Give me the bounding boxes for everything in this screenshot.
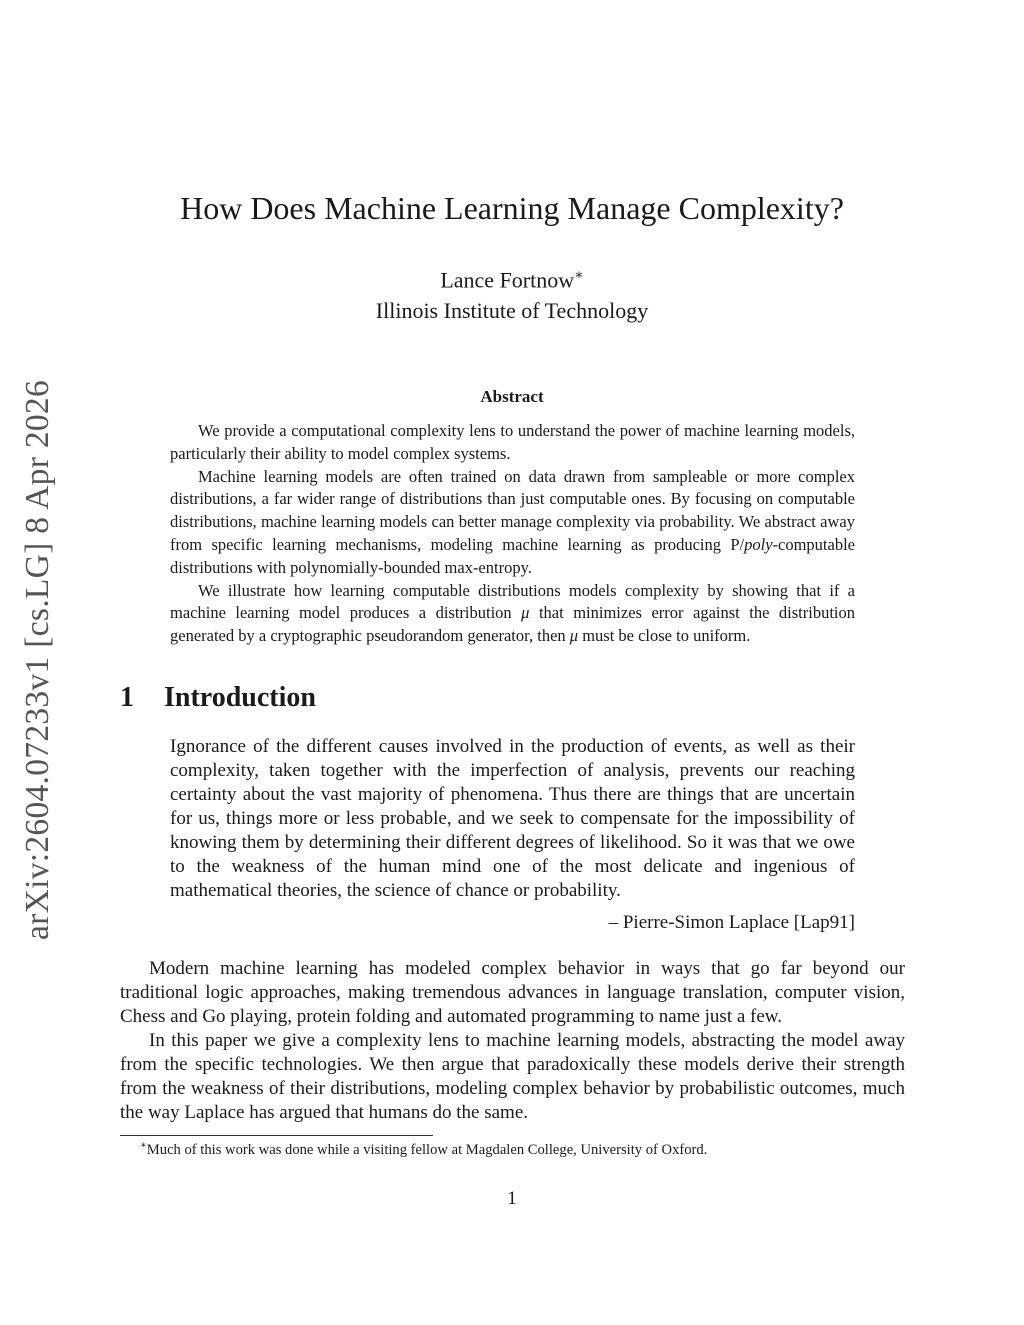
abstract-p3-text-a: We illustrate how learning computable distributions models complexity by showing that if a machine learning model produces a distribution: [170, 580, 855, 623]
author-footnote-mark: ∗: [574, 268, 584, 283]
abstract-p3-text-b: that minimizes error against the distribution generated by a cryptographic pseudorandom generator, then: [170, 603, 855, 646]
abstract-heading: Abstract: [480, 387, 544, 406]
author-name: Lance Fortnow: [440, 267, 575, 293]
author-affiliation: Illinois Institute of Technology: [375, 298, 649, 324]
abstract-paragraph-2: [170, 466, 855, 580]
section-number: 1: [120, 682, 134, 713]
quote-text: Ignorance of the different causes involved in the production of events, as well as their complexity, taken together with the imperfection of analysis, prevents our reaching certainty about the vast majority of phenomena. Thus there are things that are uncertain for us, things more or less probable, and we seek to compensate for the impossibility of knowing them by determining their different degrees of likelihood. So it was that we owe to the weakness of the human mind one of the most delicate and ingenious of mathematical theories, the science of chance or probability.: [170, 736, 855, 901]
author-block: [0, 260, 1024, 326]
section-title: Introduction: [164, 682, 316, 713]
author-name-line: [0, 260, 1024, 295]
abstract-body: [170, 420, 855, 648]
math-mu: μ: [569, 626, 579, 646]
quote-attribution: – Pierre-Simon Laplace [Lap91]: [608, 912, 855, 933]
abstract-p3-text-c: must be close to uniform.: [578, 626, 751, 646]
arxiv-identifier: arXiv:2604.07233v1 [cs.LG] 8 Apr 2026: [19, 379, 56, 941]
abstract-p2-poly: poly: [744, 534, 773, 554]
abstract-paragraph-1: We provide a computational complexity lens to understand the power of machine learning models, particularly their ability to model complex systems.: [170, 421, 855, 463]
math-mu: μ: [521, 603, 530, 623]
abstract-p2-text-a: Machine learning models are often trained on data drawn from sampleable or more complex distributions, a far wider range of distributions than just computable ones. By focusing on computable distributions, machine learning models can better manage complexity via probability. We abstract away from specific learning mechanisms, modeling machine learning as producing P/: [170, 466, 855, 554]
introduction-body: [120, 957, 905, 1125]
footnote: [140, 1140, 707, 1159]
footnote-divider: [120, 1135, 433, 1136]
footnote-mark: ∗: [140, 1140, 147, 1151]
paper-title: How Does Machine Learning Manage Complexity?: [180, 190, 844, 226]
section-heading-introduction: [120, 682, 316, 714]
abstract-p2-text-b: -computable distributions with polynomially-bounded max-entropy.: [170, 534, 855, 577]
page-number: 1: [507, 1188, 517, 1209]
footnote-text: Much of this work was done while a visiting fellow at Magdalen College, University of Oxford.: [146, 1141, 708, 1158]
body-paragraph-1: Modern machine learning has modeled complex behavior in ways that go far beyond our traditional logic approaches, making tremendous advances in language translation, computer vision, Chess and Go playing, protein folding and automated programming to name just a few.: [120, 958, 905, 1027]
abstract-paragraph-3: [170, 580, 855, 648]
body-paragraph-2: In this paper we give a complexity lens to machine learning models, abstracting the model away from the specific technologies. We then argue that paradoxically these models derive their strength from the weakness of their distributions, modeling complex behavior by probabilistic outcomes, much the way Laplace has argued that humans do the same.: [120, 1030, 905, 1123]
epigraph-quote: [170, 735, 855, 903]
